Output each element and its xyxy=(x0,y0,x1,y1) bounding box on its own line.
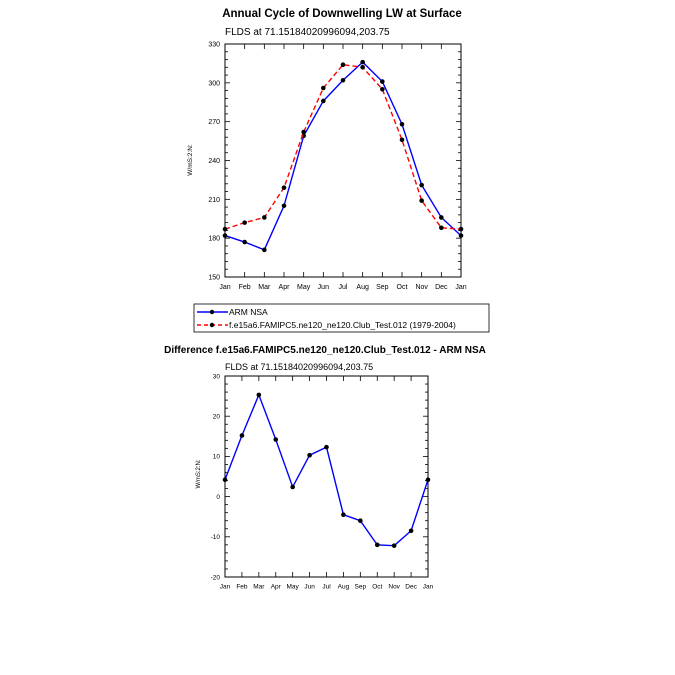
x-tick-label: Sep xyxy=(376,284,389,291)
series-point-1 xyxy=(459,227,464,232)
series-point-0 xyxy=(223,477,228,482)
chart2-plot xyxy=(211,373,434,590)
x-tick-label: Feb xyxy=(238,284,251,291)
x-tick-label: Mar xyxy=(258,284,271,291)
x-tick-label: Jan xyxy=(455,284,467,291)
y-tick-label: -10 xyxy=(210,534,220,542)
series-point-0 xyxy=(360,60,365,65)
chart2-ylabel: W/mS:2:N: xyxy=(196,459,202,489)
x-tick-label: Oct xyxy=(396,284,408,291)
series-point-0 xyxy=(223,233,228,238)
series-point-0 xyxy=(426,477,431,482)
series-point-0 xyxy=(240,433,245,438)
series-point-0 xyxy=(341,78,346,83)
series-point-0 xyxy=(262,248,267,253)
series-point-1 xyxy=(341,62,346,67)
series-point-0 xyxy=(380,79,385,84)
series-point-0 xyxy=(282,204,287,209)
y-tick-label: 180 xyxy=(208,235,220,243)
series-point-1 xyxy=(439,226,444,231)
x-tick-label: Apr xyxy=(270,583,281,591)
y-tick-label: 270 xyxy=(208,119,220,127)
x-tick-label: Dec xyxy=(435,284,448,291)
y-tick-label: 300 xyxy=(208,80,220,88)
series-point-0 xyxy=(257,393,262,398)
chart1-title: Annual Cycle of Downwelling LW at Surface xyxy=(222,8,462,20)
series-point-0 xyxy=(375,543,380,548)
series-point-1 xyxy=(321,86,326,91)
x-tick-label: Nov xyxy=(415,284,428,291)
legend-label-arm-nsa: ARM NSA xyxy=(229,307,268,317)
x-tick-label: Jun xyxy=(304,583,315,591)
x-tick-label: Oct xyxy=(372,583,383,591)
y-tick-label: 210 xyxy=(208,196,220,204)
series-point-0 xyxy=(324,445,329,450)
x-tick-label: Jan xyxy=(219,284,231,291)
series-point-1 xyxy=(419,198,424,203)
x-tick-label: Aug xyxy=(356,284,369,291)
series-point-1 xyxy=(400,137,405,142)
y-tick-label: 0 xyxy=(216,493,220,501)
x-tick-label: Jun xyxy=(317,284,329,291)
series-point-1 xyxy=(282,185,287,190)
series-point-0 xyxy=(341,512,346,517)
series-line-1 xyxy=(225,65,461,229)
y-tick-label: 30 xyxy=(212,373,220,381)
series-point-0 xyxy=(392,543,397,548)
series-point-0 xyxy=(273,437,278,442)
series-point-1 xyxy=(223,227,228,232)
y-tick-label: -20 xyxy=(210,574,220,582)
chart1-legend xyxy=(194,304,489,332)
x-tick-label: Mar xyxy=(253,583,265,591)
legend-marker-model xyxy=(210,323,214,327)
y-tick-label: 20 xyxy=(212,413,220,421)
x-tick-label: Jul xyxy=(322,583,331,591)
series-point-0 xyxy=(307,453,312,458)
x-tick-label: Aug xyxy=(337,583,350,591)
series-point-1 xyxy=(301,130,306,135)
x-tick-label: May xyxy=(297,284,311,291)
y-tick-label: 10 xyxy=(212,453,220,461)
series-point-0 xyxy=(400,122,405,127)
x-tick-label: Apr xyxy=(278,284,290,291)
y-tick-label: 330 xyxy=(208,41,220,49)
chart1-plot xyxy=(208,41,466,291)
x-tick-label: Jan xyxy=(219,583,231,591)
x-tick-label: Feb xyxy=(236,583,248,591)
series-point-0 xyxy=(358,518,363,523)
series-point-0 xyxy=(459,233,464,238)
y-tick-label: 150 xyxy=(208,274,220,282)
legend-label-model: f.e15a6.FAMIPC5.ne120_ne120.Club_Test.012 (1979-2004) xyxy=(229,320,456,330)
series-point-1 xyxy=(360,65,365,70)
x-tick-label: May xyxy=(286,583,299,591)
legend-marker-arm-nsa xyxy=(210,310,214,314)
series-point-0 xyxy=(439,215,444,220)
y-tick-label: 240 xyxy=(208,157,220,165)
series-point-0 xyxy=(419,183,424,188)
series-point-1 xyxy=(242,220,247,225)
chart1-ylabel: W/mS:2:N: xyxy=(187,144,194,176)
series-point-1 xyxy=(262,215,267,220)
x-tick-label: Jan xyxy=(422,583,434,591)
series-point-0 xyxy=(321,99,326,104)
chart2-subtitle: FLDS at 71.15184020996094,203.75 xyxy=(225,362,374,372)
series-point-0 xyxy=(290,485,295,490)
chart2-title: Difference f.e15a6.FAMIPC5.ne120_ne120.Club_Test.012 - ARM NSA xyxy=(164,345,486,356)
x-tick-label: Nov xyxy=(388,583,400,591)
series-point-1 xyxy=(380,87,385,92)
x-tick-label: Jul xyxy=(338,284,348,291)
series-line-0 xyxy=(225,62,461,250)
x-tick-label: Sep xyxy=(354,583,367,591)
series-point-0 xyxy=(242,240,247,245)
plot-frame xyxy=(225,376,428,577)
chart1-subtitle: FLDS at 71.15184020996094,203.75 xyxy=(225,27,390,38)
series-point-0 xyxy=(409,528,414,533)
series-line-0 xyxy=(225,395,428,546)
x-tick-label: Dec xyxy=(405,583,417,591)
